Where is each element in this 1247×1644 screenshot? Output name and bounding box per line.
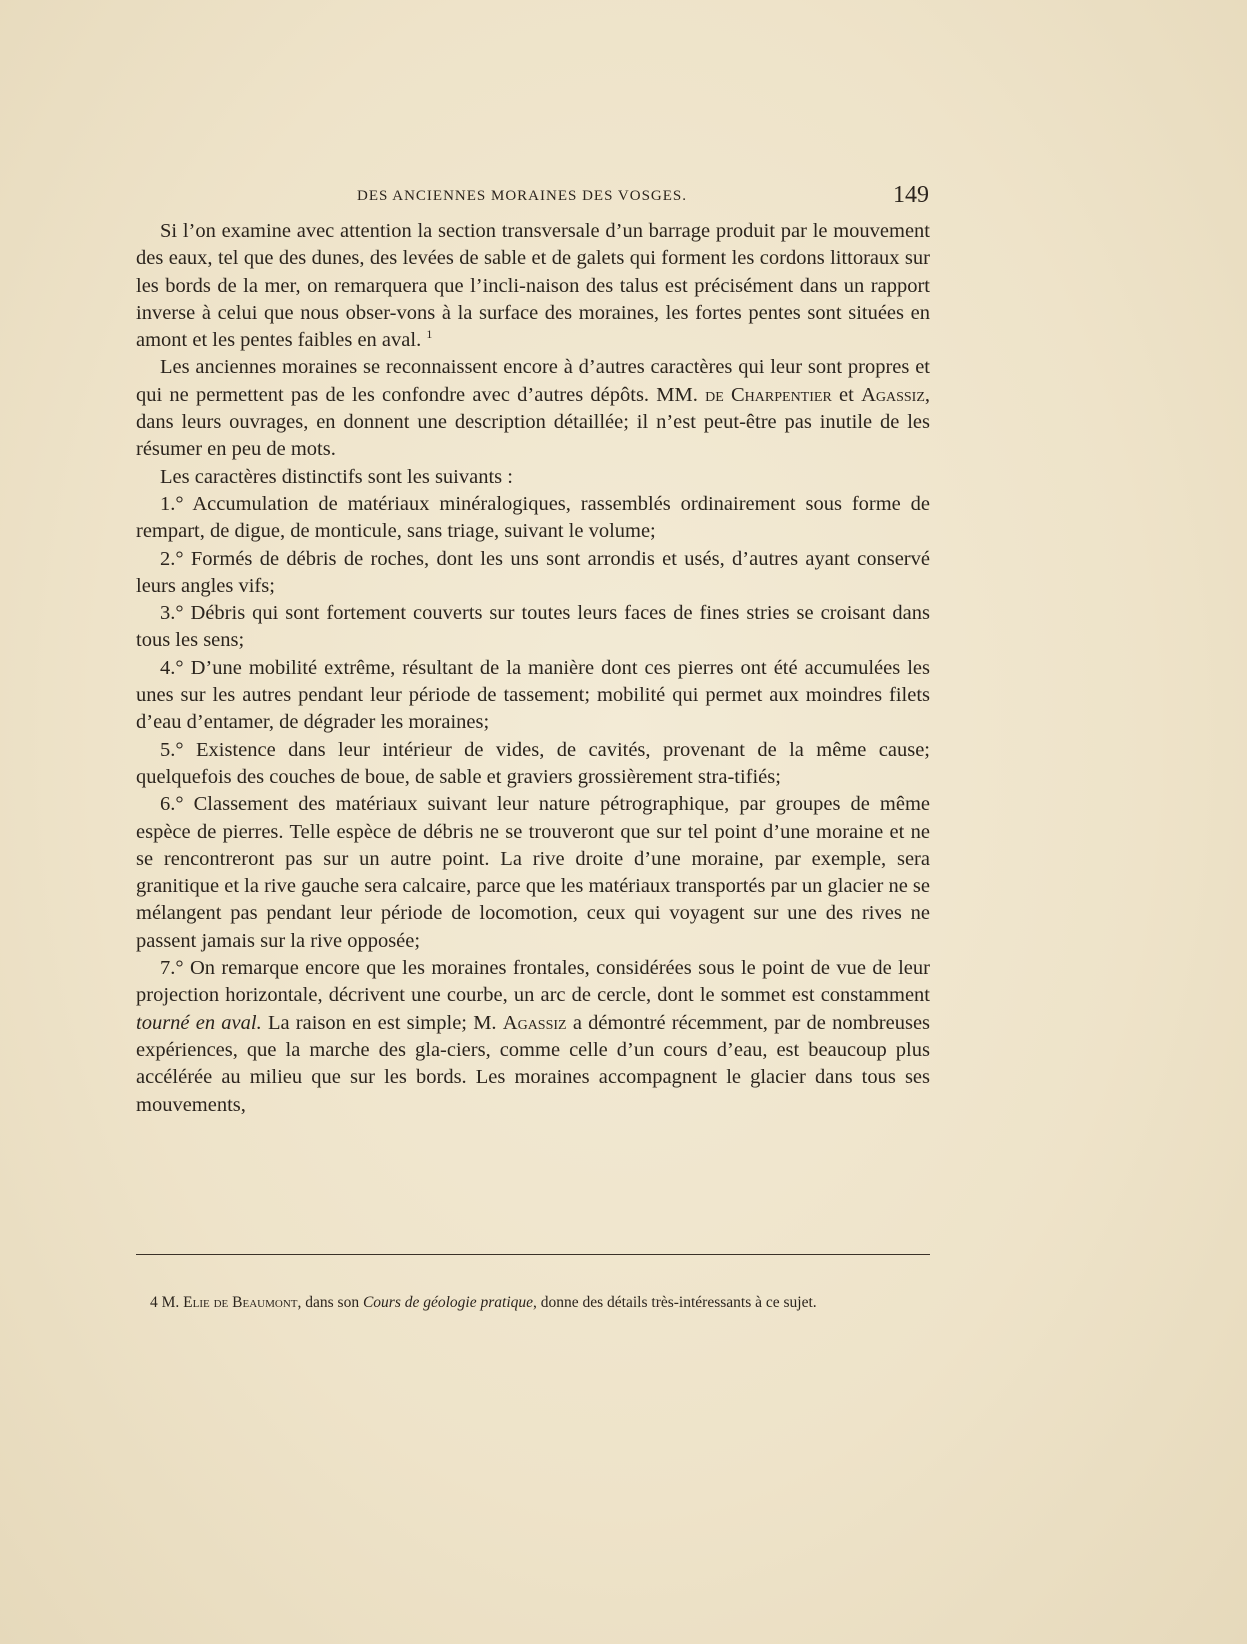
list-item-2: 2.° Formés de débris de roches, dont les uns sont arrondis et usés, d’autres ayant conservé leurs angles vifs; [136,547,930,597]
paragraph-1-text: Si l’on examine avec attention la section transversale d’un barrage produit par le mouvement des eaux, tel que des dunes, des levées de sable et de galets qui forment les cordons littoraux sur les bords de la mer, on remarquera que l’incli-naison des talus est précisément dans un rapport inverse à celui que nous obser-vons à la surface des moraines, les fortes pentes sont situées en amont et les pentes faibles en aval. [136,220,930,352]
author-name: de Charpentier [705,383,832,406]
author-name: Agassiz [861,383,925,406]
list-item-7-text-b: La raison en est simple; M. [267,1011,497,1034]
list-item-4: 4.° D’une mobilité extrême, résultant de la manière dont ces pierres ont été accumulées les unes sur les autres pendant leur période de tassement; mobilité qui permet aux moindres filets d’eau d’entamer, de dégrader les moraines; [136,656,930,734]
emphasis: tourné en aval. [136,1011,262,1034]
paragraph-2-text-b: et [839,383,854,406]
paragraph-2-text-c: , dans leurs ouvrages, en donnent une description détaillée; il n’est peut-être pas inutile de les résumer en peu de mots. [136,383,930,461]
footnote-mark: 4 [150,1294,158,1311]
footnote-text-a: M. [161,1294,180,1311]
paragraph-1 [136,218,930,354]
footnote [136,1291,930,1314]
list-item-5: 5.° Existence dans leur intérieur de vides, de cavités, provenant de la même cause; quelquefois des couches de boue, de sable et graviers grossièrement stra-tifiés; [136,738,930,788]
author-name: Agassiz [502,1011,567,1034]
paragraph-2-text-a: Les anciennes moraines se reconnaissent encore à d’autres caractères qui leur sont propres et qui ne permettent pas de les confondre avec d’autres dépôts. MM. [136,356,930,406]
paragraph-2 [136,354,930,463]
list-item-6: 6.° Classement des matériaux suivant leur nature pétrographique, par groupes de même espèce de pierres. Telle espèce de débris ne se trouveront que sur tel point d’une moraine et ne se rencontreront pas sur un autre point. La rive droite d’une moraine, par exemple, sera granitique et la rive gauche sera calcaire, parce que les matériaux transportés par un glacier ne se mélangent pas pendant leur période de locomotion, ceux qui voyagent sur une des rives ne passent jamais sur la rive opposée; [136,793,930,952]
running-title: DES ANCIENNES MORAINES DES VOSGES. [357,188,688,204]
page-number: 149 [893,182,929,208]
author-name: Elie de Beaumont [183,1294,298,1311]
footnote-divider [136,1254,930,1255]
footnote-reference[interactable]: 1 [426,327,433,342]
list-item-1: 1.° Accumulation de matériaux minéralogiques, rassemblés ordinairement sous forme de rempart, de digue, de monticule, sans triage, suivant le volume; [136,492,930,543]
book-title: Cours de géologie pratique [362,1294,534,1311]
list-item-3: 3.° Débris qui sont fortement couverts sur toutes leurs faces de fines stries se croisant dans tous les sens; [136,602,930,652]
list-item-7-text-a: 7.° On remarque encore que les moraines frontales, considérées sous le point de vue de leur projection horizontale, décrivent une courbe, un arc de cercle, dont le sommet est constamment [136,957,930,1007]
paragraph-3: Les caractères distinctifs sont les suivants : [160,465,513,488]
body-text [136,218,930,1119]
footnote-text-c: , donne des détails très-intéressants à ce sujet. [533,1294,817,1311]
running-head [136,182,929,210]
list-item-7-text-c: a démontré récemment, par de nombreuses expériences, que la marche des gla-ciers, comme celle d’un cours d’eau, est beaucoup plus accélérée au milieu que sur les bords. Les moraines accompagnent le glacier dans tous ses mouvements, [136,1011,931,1116]
footnote-text-b: , dans son [297,1294,360,1311]
list-item-7 [136,955,930,1119]
